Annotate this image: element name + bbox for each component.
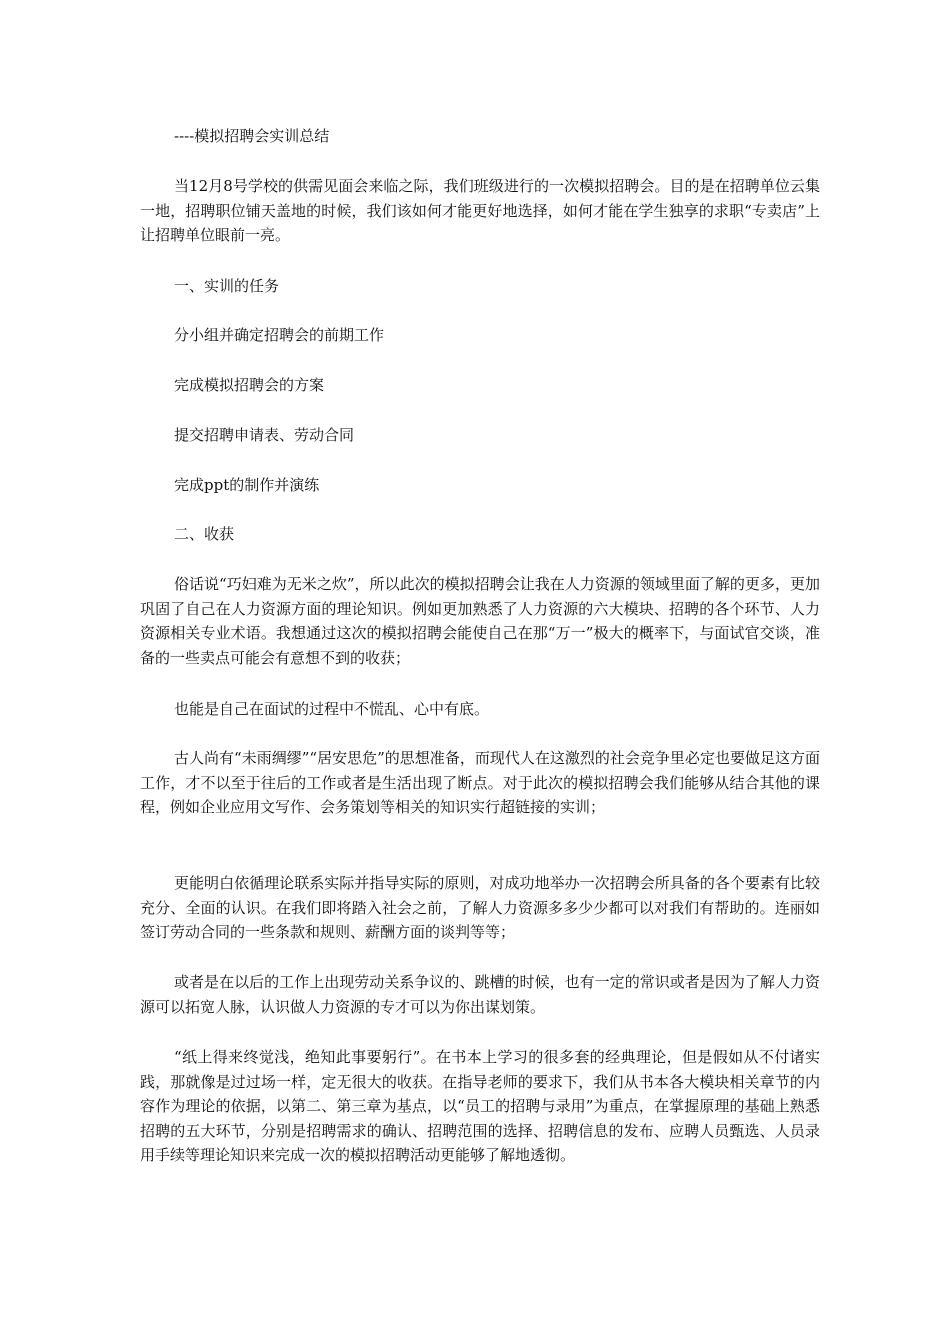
section-heading-tasks: 一、实训的任务 [174,277,280,295]
task-item: 提交招聘申请表、劳动合同 [174,426,355,444]
document-page [140,0,820,1344]
intro-paragraph: 当12月8号学校的供需见面会来临之际，我们班级进行的一次模拟招聘会。目的是在招聘单位云集一地，招聘职位铺天盖地的时候，我们该如何才能更好地选择，如何才能在学生独享的求职“专卖店”上让招聘单位眼前一亮。 [140,177,820,244]
task-item: 完成模拟招聘会的方案 [174,376,325,394]
body-paragraph: 俗话说“巧妇难为无米之炊”，所以此次的模拟招聘会让我在人力资源的领域里面了解的更多，更加巩固了自己在人力资源方面的理论知识。例如更加熟悉了人力资源的六大模块、招聘的各个环节、人力资源相关专业术语。我想通过这次的模拟招聘会能使自己在那“万一”极大的概率下，与面试官交谈，准备的一些卖点可能会有意想不到的收获； [140,575,820,667]
task-item: 完成ppt的制作并演练 [174,476,320,494]
body-paragraph: “纸上得来终觉浅，绝知此事要躬行”。在书本上学习的很多套的经典理论，但是假如从不付诸实践，那就像是过过场一样，定无很大的收获。在指导老师的要求下，我们从书本各大模块相关章节的内容作为理论的依据，以第二、第三章为基点，以“员工的招聘与录用”为重点，在掌握原理的基础上熟悉招聘的五大环节，分别是招聘需求的确认、招聘范围的选择、招聘信息的发布、应聘人员甄选、人员录用手续等理论知识来完成一次的模拟招聘活动更能够了解地透彻。 [140,1048,820,1164]
body-paragraph: 古人尚有“未雨绸缪”“居安思危”的思想准备，而现代人在这激烈的社会竞争里必定也要做足这方面工作，才不以至于往后的工作或者是生活出现了断点。对于此次的模拟招聘会我们能够从结合其他的课程，例如企业应用文写作、会务策划等相关的知识实行超链接的实训； [140,749,820,816]
body-paragraph: 或者是在以后的工作上出现劳动关系争议的、跳槽的时候，也有一定的常识或者是因为了解人力资源可以拓宽人脉，认识做人力资源的专才可以为你出谋划策。 [140,973,820,1016]
document-title: ----模拟招聘会实训总结 [174,127,330,145]
task-item: 分小组并确定招聘会的前期工作 [174,326,385,344]
body-paragraph: 更能明白依循理论联系实际并指导实际的原则，对成功地举办一次招聘会所具备的各个要素有比较充分、全面的认识。在我们即将踏入社会之前，了解人力资源多多少少都可以对我们有帮助的。连丽如签订劳动合同的一些条款和规则、薪酬方面的谈判等等； [140,874,820,941]
section-heading-gains: 二、收获 [174,525,235,543]
body-paragraph: 也能是自己在面试的过程中不慌乱、心中有底。 [174,700,490,718]
